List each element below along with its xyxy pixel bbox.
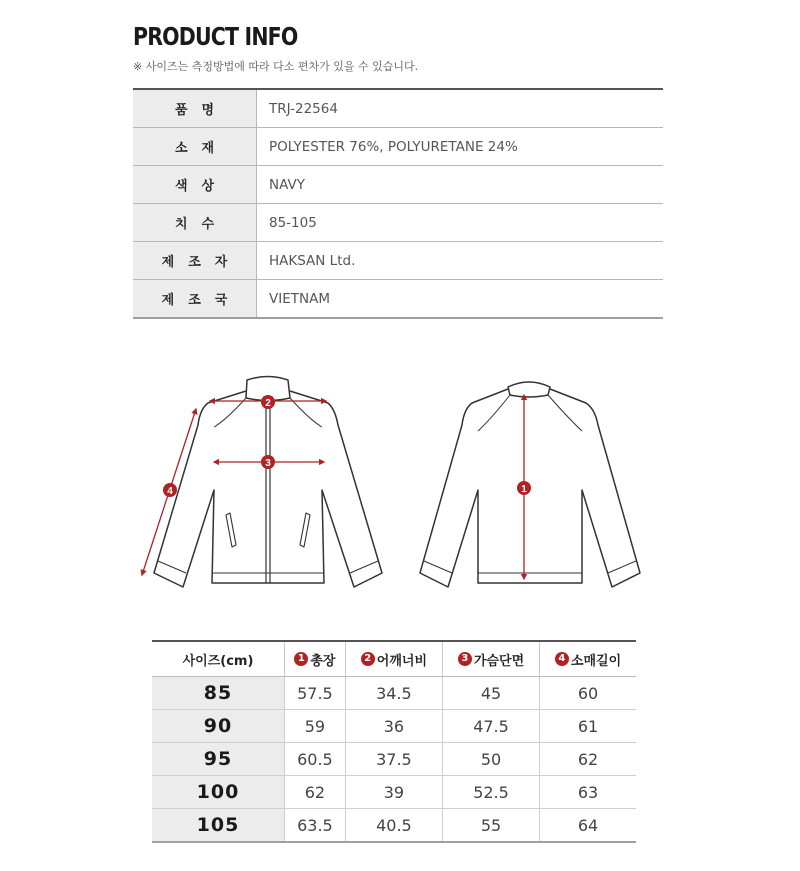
value-cell: 62 (540, 743, 636, 776)
value-cell: 45 (442, 677, 539, 710)
value-cell: 62 (285, 776, 346, 809)
badge-3: 3 (458, 652, 472, 666)
measurement-diagram (130, 365, 650, 605)
size-cell: 85 (152, 677, 285, 710)
size-table (152, 640, 636, 843)
info-value: 85-105 (257, 204, 664, 242)
value-cell: 60.5 (285, 743, 346, 776)
value-cell: 52.5 (442, 776, 539, 809)
header-sleeve: 4 소매길이 (540, 641, 636, 677)
value-cell: 39 (345, 776, 442, 809)
info-value: TRJ-22564 (257, 89, 664, 128)
info-label: 치수 (133, 204, 257, 242)
info-label: 소재 (133, 128, 257, 166)
size-cell: 105 (152, 809, 285, 843)
header-total-length: 1 총장 (285, 641, 346, 677)
value-cell: 63.5 (285, 809, 346, 843)
info-row (133, 204, 663, 242)
marker-3-label: 3 (265, 458, 271, 469)
value-cell: 36 (345, 710, 442, 743)
value-cell: 60 (540, 677, 636, 710)
value-cell: 59 (285, 710, 346, 743)
badge-1: 1 (294, 652, 308, 666)
info-label: 색상 (133, 166, 257, 204)
value-cell: 50 (442, 743, 539, 776)
info-value: POLYESTER 76%, POLYURETANE 24% (257, 128, 664, 166)
value-cell: 40.5 (345, 809, 442, 843)
table-row (152, 776, 636, 809)
value-cell: 34.5 (345, 677, 442, 710)
badge-2: 2 (361, 652, 375, 666)
info-row (133, 166, 663, 204)
size-note: ※ 사이즈는 측정방법에 따라 다소 편차가 있을 수 있습니다. (133, 60, 419, 73)
marker-4 (163, 483, 177, 497)
size-cell: 100 (152, 776, 285, 809)
table-row (152, 677, 636, 710)
value-cell: 63 (540, 776, 636, 809)
marker-1-label: 1 (521, 484, 527, 495)
marker-3 (261, 455, 275, 469)
info-value: HAKSAN Ltd. (257, 242, 664, 280)
measure-lines (142, 395, 524, 579)
info-label: 품명 (133, 89, 257, 128)
header-chest: 3 가슴단면 (442, 641, 539, 677)
value-cell: 37.5 (345, 743, 442, 776)
header-shoulder: 2 어깨너비 (345, 641, 442, 677)
info-value: NAVY (257, 166, 664, 204)
marker-4-label: 4 (167, 486, 173, 497)
table-row (152, 743, 636, 776)
badge-4: 4 (555, 652, 569, 666)
info-row (133, 242, 663, 280)
page-title: PRODUCT INFO (133, 22, 298, 51)
marker-2 (261, 395, 275, 409)
size-table-header (152, 641, 636, 677)
value-cell: 61 (540, 710, 636, 743)
info-row (133, 128, 663, 166)
info-value: VIETNAM (257, 280, 664, 319)
info-label: 제조자 (133, 242, 257, 280)
size-cell: 95 (152, 743, 285, 776)
marker-2-label: 2 (265, 398, 271, 409)
size-cell: 90 (152, 710, 285, 743)
table-row (152, 809, 636, 843)
table-row (152, 710, 636, 743)
product-info-table (133, 88, 663, 319)
value-cell: 64 (540, 809, 636, 843)
marker-1 (517, 481, 531, 495)
info-label: 제조국 (133, 280, 257, 319)
header-size: 사이즈(cm) (152, 641, 285, 677)
info-row (133, 280, 663, 319)
value-cell: 55 (442, 809, 539, 843)
value-cell: 47.5 (442, 710, 539, 743)
info-row (133, 89, 663, 128)
value-cell: 57.5 (285, 677, 346, 710)
